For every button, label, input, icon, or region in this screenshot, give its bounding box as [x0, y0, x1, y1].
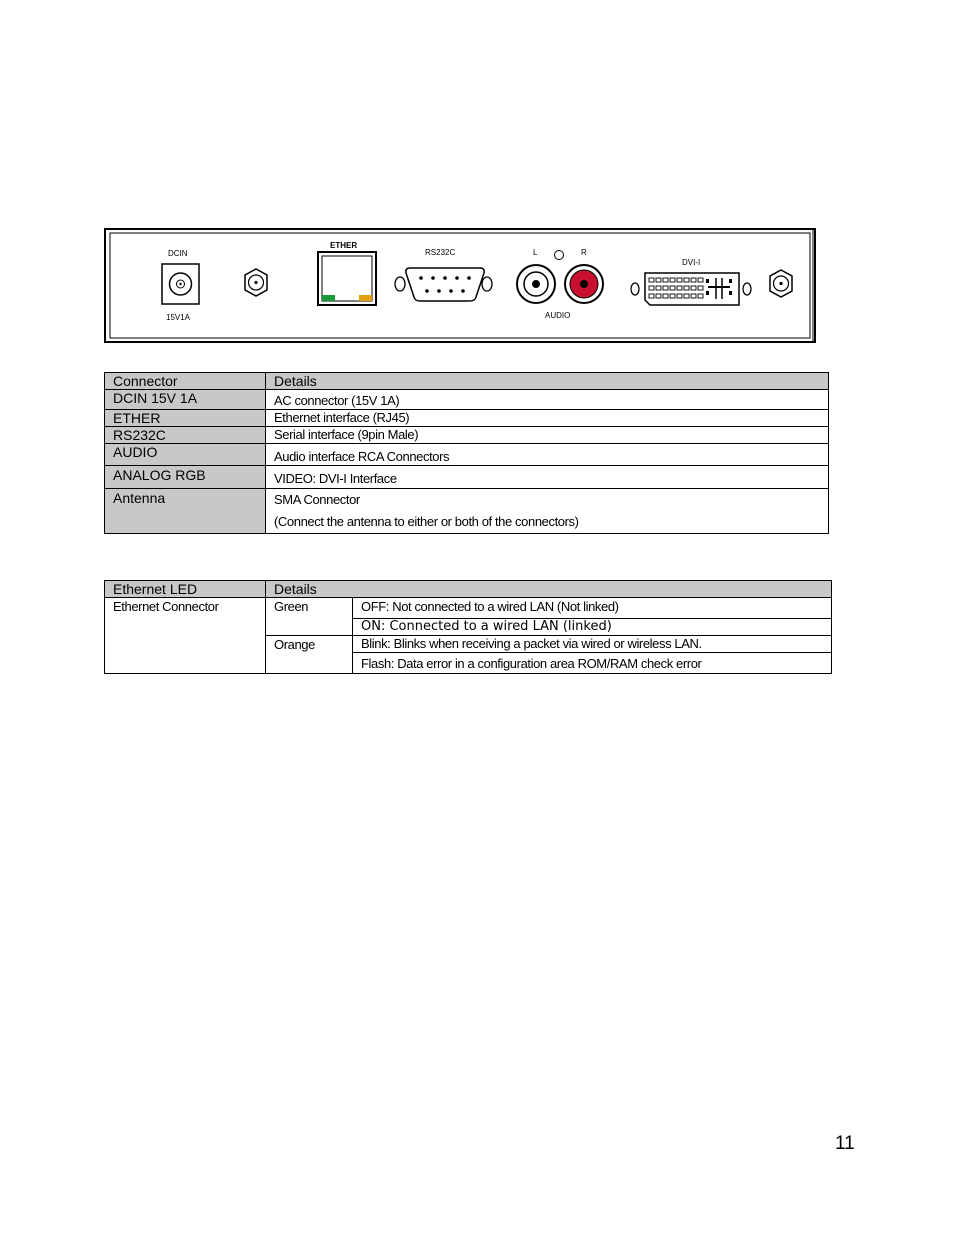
connector-name: ANALOG RGB [105, 466, 266, 489]
audio-indicator-icon [555, 251, 564, 260]
led-color-orange: Orange [266, 636, 353, 674]
detail-line: Ethernet interface (RJ45) [274, 410, 410, 425]
detail-line: SMA Connector [274, 492, 360, 507]
antenna-connector-icon [245, 269, 267, 296]
detail-line: AC connector (15V 1A) [274, 393, 400, 408]
table-row [105, 444, 829, 466]
dvi-port-icon [631, 273, 751, 305]
connector-details [266, 466, 829, 489]
led-state-flash: Flash: Data error in a configuration area ROM/RAM check error [353, 653, 832, 674]
column-header-details: Details [266, 581, 832, 598]
connector-details [266, 410, 829, 427]
detail-line: Audio interface RCA Connectors [274, 449, 450, 464]
led-state-off: OFF: Not connected to a wired LAN (Not linked) [353, 598, 832, 619]
audio-left-label: L [533, 248, 538, 257]
led-connector-name: Ethernet Connector [105, 598, 266, 674]
connector-details [266, 427, 829, 444]
table-row [105, 410, 829, 427]
dc-jack-icon [162, 264, 199, 304]
dvi-label: DVI-I [682, 258, 701, 267]
rs232c-label: RS232C [425, 248, 456, 257]
connector-details [266, 489, 829, 534]
detail-line: VIDEO: DVI-I Interface [274, 471, 397, 486]
led-table-header [105, 581, 832, 598]
link-led-green [322, 295, 335, 301]
connector-name: Antenna [105, 489, 266, 534]
page-number: 11 [835, 1133, 855, 1154]
dcin-label: DCIN [168, 249, 188, 258]
led-state-blink: Blink: Blinks when receiving a packet via wired or wireless LAN. [353, 636, 832, 653]
connector-name: AUDIO [105, 444, 266, 466]
connector-details [266, 444, 829, 466]
connector-table-header [105, 373, 829, 390]
audio-right-label: R [581, 248, 587, 257]
table-row [105, 427, 829, 444]
column-header-connector: Connector [105, 373, 266, 390]
connector-name: DCIN 15V 1A [105, 390, 266, 410]
ethernet-led-table [104, 580, 832, 674]
detail-line: (Connect the antenna to either or both of the connectors) [274, 514, 579, 529]
audio-label: AUDIO [545, 311, 571, 320]
led-color-green: Green [266, 598, 353, 636]
connector-name: ETHER [105, 410, 266, 427]
link-led-orange [359, 295, 372, 301]
table-row [105, 489, 829, 534]
device-rear-panel [104, 227, 818, 345]
connector-name: RS232C [105, 427, 266, 444]
column-header-ethernet-led: Ethernet LED [105, 581, 266, 598]
detail-line: Serial interface (9pin Male) [274, 427, 419, 442]
table-row [105, 390, 829, 410]
table-row [105, 598, 832, 619]
rca-left-icon [517, 265, 555, 303]
rca-right-icon [565, 265, 603, 303]
connector-details [266, 390, 829, 410]
led-state-on: ON: Connected to a wired LAN (linked) [353, 619, 832, 636]
rj45-port-icon [318, 252, 376, 305]
antenna-connector-icon [770, 270, 792, 297]
connector-table [104, 372, 829, 534]
ether-label: ETHER [330, 241, 358, 250]
dcin-rating-label: 15V1A [166, 313, 191, 322]
table-row [105, 466, 829, 489]
column-header-details: Details [266, 373, 829, 390]
